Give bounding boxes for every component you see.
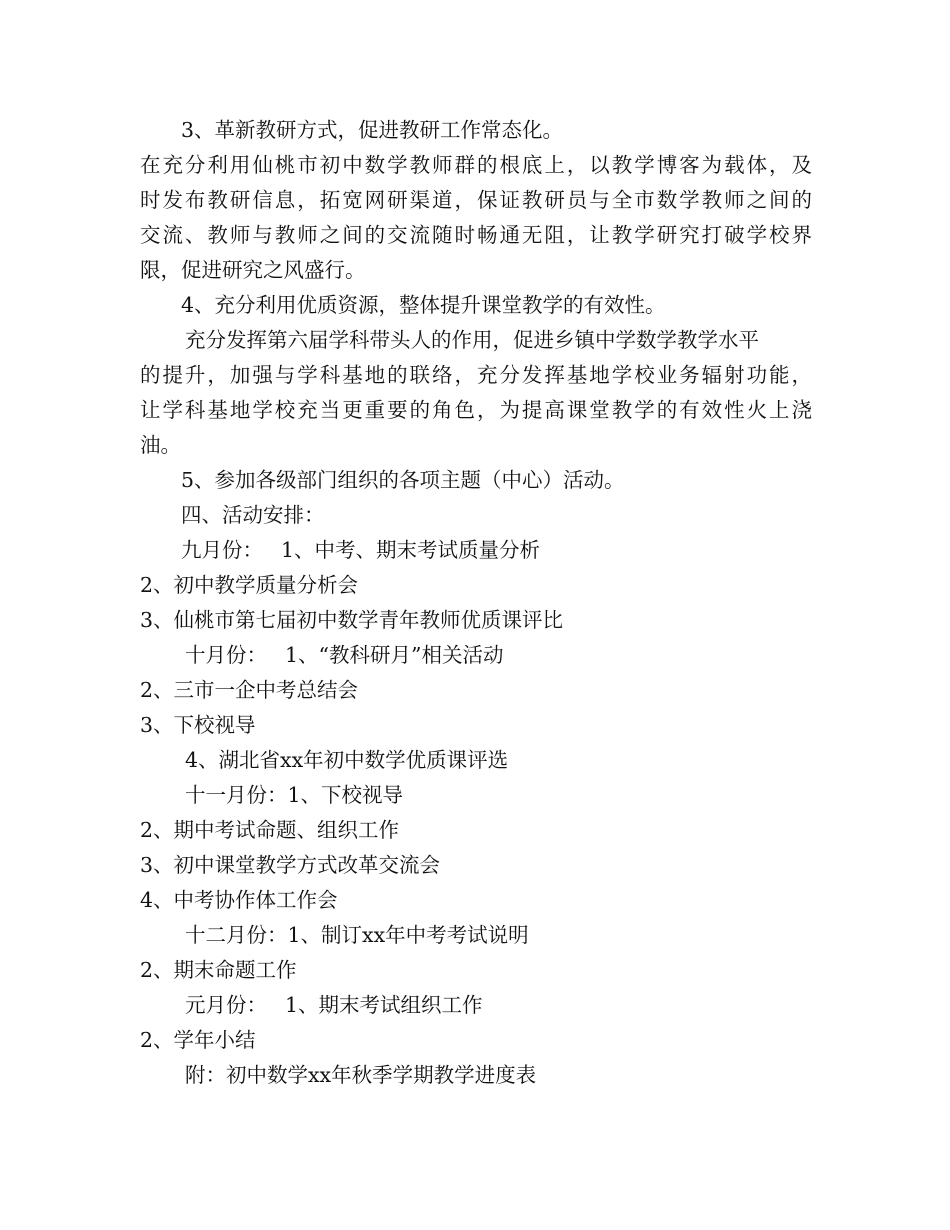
month-november: 十一月份：1、下校视导 [185,783,404,807]
list-item: 3、下校视导 [140,713,256,737]
month-october: 十月份： 1、“教科研月”相关活动 [185,643,504,667]
paragraph-line: 限，促进研究之风盛行。 [140,258,366,282]
section-heading: 四、活动安排： [181,503,325,527]
paragraph-line: 油。 [140,433,181,457]
list-item: 3、初中课堂教学方式改革交流会 [140,853,441,877]
document-body [140,113,812,1093]
paragraph-line: 的提升，加强与学科基地的联络，充分发挥基地学校业务辐射功能， [140,363,812,387]
month-september: 九月份： 1、中考、期末考试质量分析 [181,538,541,562]
list-item: 4、湖北省xx年初中数学优质课评选 [185,748,509,772]
list-item: 2、学年小结 [140,1028,256,1052]
month-january: 元月份： 1、期末考试组织工作 [185,993,483,1017]
item-5-heading: 5、参加各级部门组织的各项主题（中心）活动。 [181,468,625,492]
paragraph-line: 在充分利用仙桃市初中数学教师群的根底上，以教学博客为载体，及 [140,153,812,177]
list-item: 3、仙桃市第七届初中数学青年教师优质课评比 [140,608,564,632]
paragraph-line: 充分发挥第六届学科带头人的作用，促进乡镇中学数学教学水平 [185,328,759,352]
paragraph-line: 交流、教师与教师之间的交流随时畅通无阻，让教学研究打破学校界 [140,223,812,247]
paragraph-line: 让学科基地学校充当更重要的角色，为提高课堂教学的有效性火上浇 [140,398,812,422]
list-item: 2、期末命题工作 [140,958,297,982]
item-4-heading: 4、充分利用优质资源，整体提升课堂教学的有效性。 [181,293,666,317]
list-item: 2、三市一企中考总结会 [140,678,359,702]
paragraph-line: 时发布教研信息，拓宽网研渠道，保证教研员与全市数学教师之间的 [140,188,812,212]
month-december: 十二月份：1、制订xx年中考考试说明 [185,923,529,947]
list-item: 2、期中考试命题、组织工作 [140,818,400,842]
appendix-note: 附：初中数学xx年秋季学期教学进度表 [185,1063,537,1087]
item-3-heading: 3、革新教研方式，促进教研工作常态化。 [181,118,564,142]
list-item: 2、初中教学质量分析会 [140,573,359,597]
list-item: 4、中考协作体工作会 [140,888,338,912]
